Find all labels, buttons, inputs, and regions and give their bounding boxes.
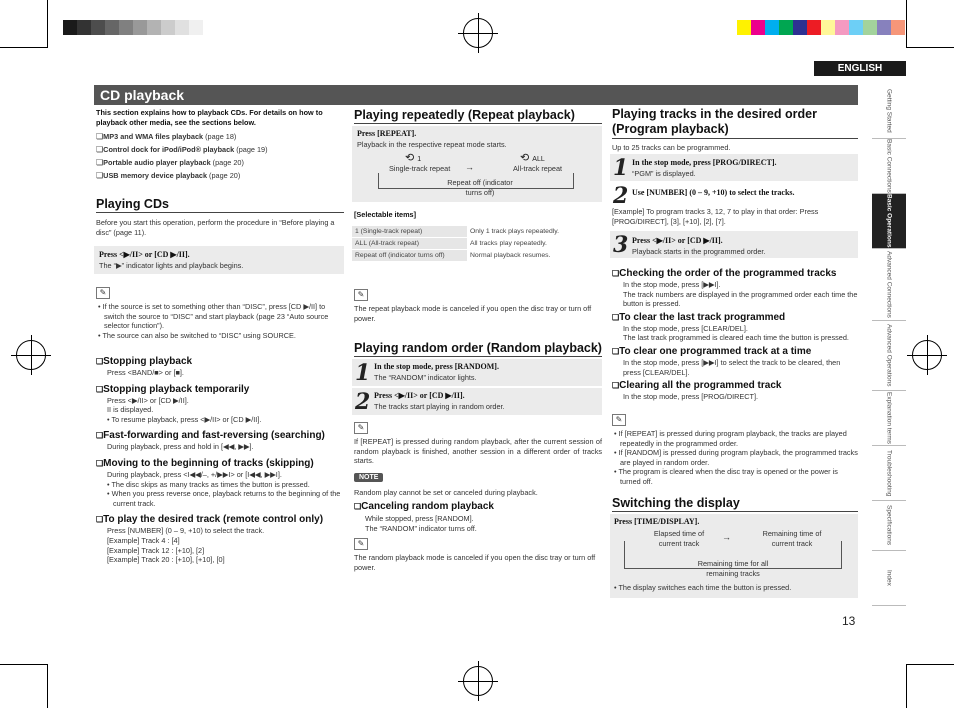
playing-cds-heading: Playing CDs [96,197,169,211]
repeat-sub: Playback in the respective repeat mode starts. [357,140,507,149]
crop-mark [0,47,48,48]
random-note1: If [REPEAT] is pressed during random playback, after the current session of random playback is finished, another session in a different order of tracks starts. [354,437,602,466]
prog-step3: Press <▶/II> or [CD ▶/II]. [632,236,723,245]
crop-mark [906,0,907,48]
prog-step2: Use [NUMBER] (0 – 9, +10) to select the tracks. [632,188,795,197]
tab-getting-started[interactable]: Getting Started [872,84,906,139]
page-title: CD playback [100,87,185,103]
pencil-icon: ✎ [354,289,368,301]
step-number: 2 [355,389,371,415]
repeat-mode-all: All-track repeat [513,164,563,173]
prog-step1: In the stop mode, press [PROG/DIRECT]. [632,158,777,167]
repeat-press: Press [REPEAT]. [357,129,417,138]
program-heading: Playing tracks in the desired order (Program playback) [612,107,817,136]
section-clear-one: ❏ To clear one programmed track at a time In the stop mode, press [▶▶I] to select the track to be cleared, then press [CLEAR/DEL]. [612,346,858,377]
tab-explanation-terms[interactable]: Explanation terms [872,391,906,446]
registration-mark [463,18,493,48]
section-clear-all: ❏ Clearing all the programmed track In the stop mode, press [PROG/DIRECT]. [612,380,858,402]
program-notes: • If [REPEAT] is pressed during program playback, the tracks are played repeatedly in the programmed order. • If [RANDOM] is pressed during program playback, the programmed tracks are played in random order. • The program is cleared when the disc tray is opened or the power is turned off. [614,429,858,486]
step-number: 2 [613,183,629,209]
link-portable[interactable]: ❏ Portable audio player playback (page 20) [96,156,342,169]
repeat-mode-off: Repeat off (indicator turns off) [447,178,513,197]
switch-state-elapsed: Elapsed time of current track [653,529,705,548]
title-bar [94,85,858,105]
step-number: 3 [613,232,629,258]
tab-specifications[interactable]: Specifications [872,501,906,551]
section-stopping: ❏ Stopping playback Press <BAND/■> or [■]. [96,356,344,378]
random-step2: Press <▶/II> or [CD ▶/II]. [374,391,465,400]
pencil-icon: ✎ [612,414,626,426]
prog-step2-sub: [Example] To program tracks 3, 12, 7 to play in that order: Press [PROG/DIRECT], [3], [+10], [2], [7]. [612,207,819,226]
tab-basic-operations[interactable]: Basic Operations [872,194,906,249]
cancel-random-line1: While stopped, press [RANDOM]. [365,514,474,523]
pencil-icon: ✎ [354,422,368,434]
random-step1-sub: The “RANDOM” indicator lights. [374,373,477,382]
section-check-order: ❏ Checking the order of the programmed tracks In the stop mode, press [▶▶I]. The track numbers are displayed in the programmed order each time the button is pressed. [612,268,858,309]
registration-mark [463,666,493,696]
tab-index[interactable]: Index [872,551,906,606]
prog-step3-sub: Playback starts in the programmed order. [632,247,766,256]
media-links [96,130,342,182]
random-heading: Playing random order (Random playback) [354,341,602,355]
language-label: ENGLISH [814,61,906,76]
crop-mark [0,664,48,665]
tab-advanced-operations[interactable]: Advanced Operations [872,321,906,391]
section-desired-track: ❏ To play the desired track (remote control only) Press [NUMBER] (0 – 9, +10) to select the track. [Example] Track 4 : [4] [Example] Track 12 : [+10], [2] [Example] Track 20 : [+10], [+10], [0] [96,514,344,564]
section-clear-last: ❏ To clear the last track programmed In the stop mode, press [CLEAR/DEL]. The last track programmed is cleared each time the button is pressed. [612,312,858,343]
col1-sections [96,356,344,565]
random-step2-sub: The tracks start playing in random order. [374,402,505,411]
intro-text: This section explains how to playback CDs. For details on how to playback other media, see the sections below. [96,108,323,127]
repeat-heading: Playing repeatedly (Repeat playback) [354,108,575,122]
tab-basic-connections[interactable]: Basic Connections [872,139,906,194]
crop-mark [47,664,48,708]
switch-heading: Switching the display [612,496,740,510]
repeat-one-icon: ⟲ 1 [405,152,422,164]
link-ipod[interactable]: ❏ Control dock for iPod/iPod® playback (page 19) [96,143,342,156]
cd-notes: • If the source is set to something other than “DISC”, press [CD ▶/II] to switch the source to “DISC” and start playback (page 23 “Auto source selector function”). • The source can also be switched to “DISC” using SOURCE. [98,302,329,340]
random-step1: In the stop mode, press [RANDOM]. [374,362,499,371]
selectable-table: 1 (Single-track repeat) Only 1 track plays repeatedly. ALL (All-track repeat) All tracks play repeatedly. Repeat off (indicator turns off) Normal playback resumes. [352,226,602,262]
page-number: 13 [842,614,856,628]
program-sub: Up to 25 tracks can be programmed. [612,143,731,152]
cancel-note: The random playback mode is canceled if you open the disc tray or turn off power. [354,553,596,572]
press-play-sub: The “▶” indicator lights and playback begins. [99,261,244,270]
playing-cds-text: Before you start this operation, perform the procedure in “Before playing a disc” (page 11). [96,218,335,237]
section-search: ❏ Fast-forwarding and fast-reversing (searching) During playback, press and hold in [◀◀, ▶▶]. [96,430,344,452]
press-play: Press <▶/II> or [CD ▶/II]. [99,250,190,259]
step-number: 1 [355,360,371,386]
note-label: NOTE [354,473,383,482]
repeat-note: The repeat playback mode is canceled if you open the disc tray or turn off power. [354,304,592,323]
crop-mark [906,664,954,665]
step-number: 1 [613,155,629,181]
switch-press: Press [TIME/DISPLAY]. [614,517,700,526]
tab-troubleshooting[interactable]: Troubleshooting [872,446,906,501]
switch-state-all: Remaining time for all remaining tracks [697,559,769,578]
selectable-title: [Selectable items] [354,210,417,219]
repeat-all-icon: ⟲ ALL [520,152,545,164]
crop-mark [906,664,907,708]
tab-advanced-connections[interactable]: Advanced Connections [872,249,906,321]
pencil-icon: ✎ [96,287,110,299]
section-skip: ❏ Moving to the beginning of tracks (skipping) During playback, press <I◀◀/–, +/▶▶I> or [I◀◀, ▶▶I]. • The disc skips as many tracks as times the button is pressed. • When you press reverse once, playback returns to the beginning of the current track. [96,458,344,508]
prog-step1-sub: “PGM” is displayed. [632,169,696,178]
random-note2: Random play cannot be set or canceled during playback. [354,488,538,497]
crop-mark [47,0,48,48]
switch-state-remaining: Remaining time of current track [762,529,822,548]
registration-mark [16,340,46,370]
repeat-mode-single: Single-track repeat [389,164,451,173]
registration-mark [912,340,942,370]
col3-sections [612,268,858,402]
cancel-random-line2: The “RANDOM” indicator turns off. [365,524,477,533]
pencil-icon: ✎ [354,538,368,550]
section-pause: ❏ Stopping playback temporarily Press <▶/II> or [CD ▶/II]. II is displayed. • To resume playback, press <▶/II> or [CD ▶/II]. [96,384,344,425]
link-mp3[interactable]: ❏ MP3 and WMA files playback (page 18) [96,130,342,143]
crop-mark [906,47,954,48]
cancel-random-heading: ❏ Canceling random playback [354,501,494,513]
link-usb[interactable]: ❏ USB memory device playback (page 20) [96,169,342,182]
switch-note: • The display switches each time the button is pressed. [614,583,792,592]
